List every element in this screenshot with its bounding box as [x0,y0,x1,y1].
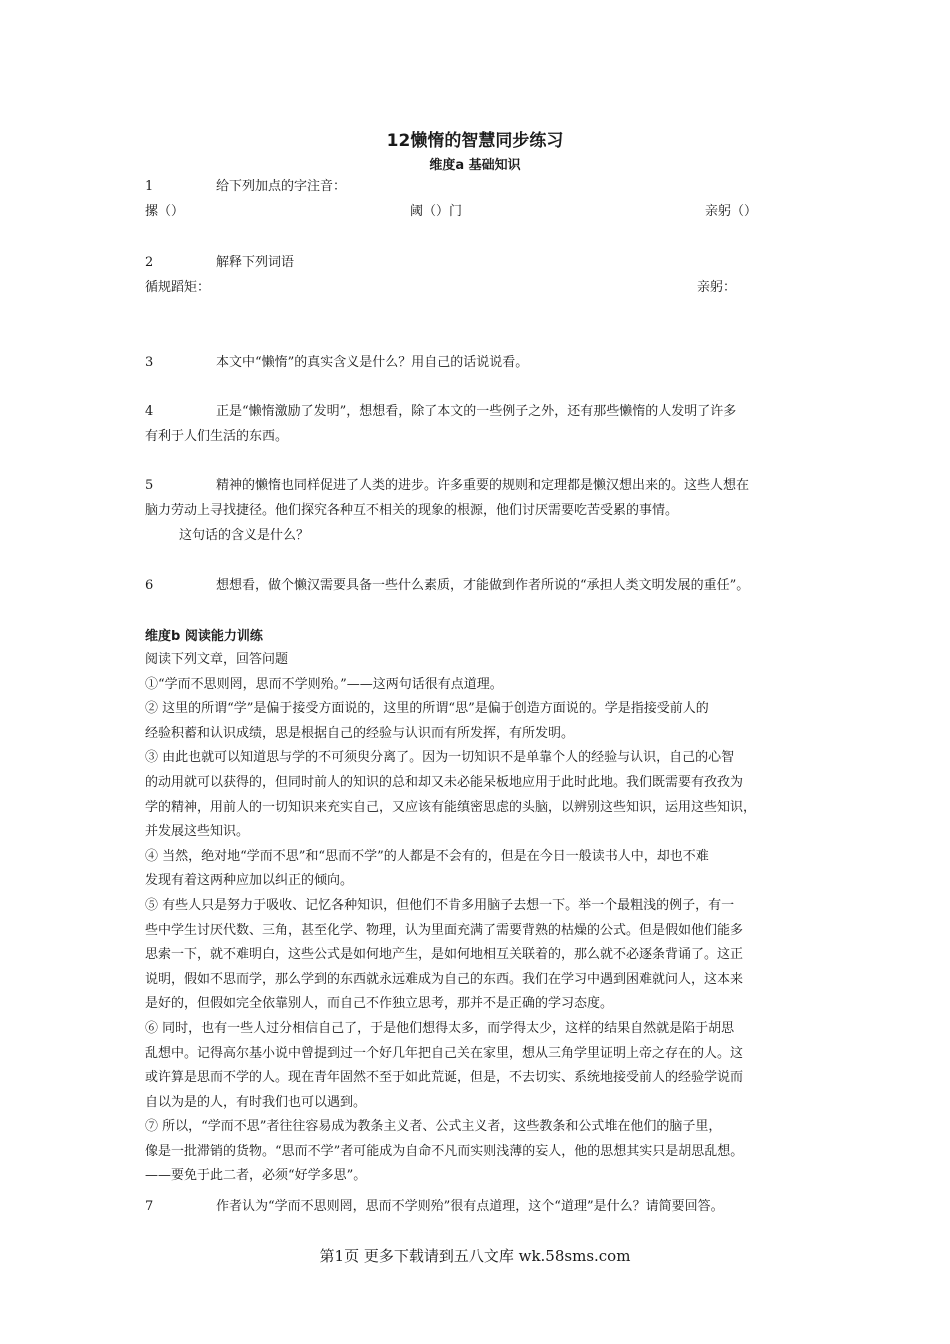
passage-line: ⑥ 同时，也有一些人过分相信自己了，于是他们想得太多，而学得太少，这样的结果自然就是陷于胡思 [145,1020,735,1036]
vocab-item: 亲躬： [697,280,737,295]
passage-line: 学的精神，用前人的一切知识来充实自己，又应该有能缜密思虑的头脑，以辨别这些知识，运用这些知识， [145,799,757,815]
question-ask: 这句话的含义是什么？ [179,528,310,543]
question-number: 1 [145,179,154,194]
question-number: 6 [145,578,154,593]
reading-passage [145,648,815,1189]
section-a-heading: 维度a 基础知识 [429,158,521,173]
question-text-continued: 有利于人们生活的东西。 [145,429,289,444]
question-text: 解释下列词语 [216,255,295,270]
question-number: 3 [145,355,154,370]
passage-line: 发现有着这两种应加以纠正的倾向。 [145,873,354,889]
passage-line: 是好的，但假如完全依靠别人，而自己不作独立思考，那并不是正确的学习态度。 [145,996,614,1012]
passage-line: 阅读下列文章，回答问题 [145,652,289,667]
question-number: 7 [145,1199,154,1214]
question-text: 本文中“懒惰”的真实含义是什么？用自己的话说说看。 [216,355,529,370]
passage-line: ①“学而不思则罔，思而不学则殆。”——这两句话很有点道理。 [145,676,503,692]
question-text: 想想看，做个懒汉需要具备一些什么素质，才能做到作者所说的“承担人类文明发展的重任”。 [216,578,750,593]
passage-line: 些中学生讨厌代数、三角，甚至化学、物理，认为里面充满了需要背熟的枯燥的公式。但是假如他们能多 [145,922,744,938]
vocab-item: 循规蹈矩： [145,280,211,295]
passage-line: ② 这里的所谓“学”是偏于接受方面说的，这里的所谓“思”是偏于创造方面说的。学是指接受前人的 [145,701,709,717]
passage-line: 或许算是思而不学的人。现在青年固然不至于如此荒诞，但是，不去切实、系统地接受前人的经验学说而 [145,1070,744,1086]
passage-line: 的动用就可以获得的，但同时前人的知识的总和却又未必能呆板地应用于此时此地。我们既需要有孜孜为 [145,774,744,790]
passage-line: 思索一下，就不难明白，这些公式是如何地产生，是如何地相互关联着的，那么就不必逐条背诵了。这正 [145,947,744,963]
pinyin-item: 摞（） [145,204,185,219]
question-number: 2 [145,255,154,270]
question-text-continued: 脑力劳动上寻找捷径。他们探究各种互不相关的现象的根源，他们讨厌需要吃苦受累的事情。 [145,503,679,518]
passage-line: 说明，假如不思而学，那么学到的东西就永远难成为自己的东西。我们在学习中遇到困难就问人，这本来 [145,971,744,987]
question-text: 正是“懒惰激励了发明”，想想看，除了本文的一些例子之外，还有那些懒惰的人发明了许多 [216,404,737,419]
pinyin-item: 阈（）门 [410,204,463,219]
passage-line: 像是一批滞销的货物。“思而不学”者可能成为自命不凡而实则浅薄的妄人，他的思想其实只是胡思乱想。 [145,1143,744,1159]
question-text: 精神的懒惰也同样促进了人类的进步。许多重要的规则和定理都是懒汉想出来的。这些人想在 [216,478,750,493]
passage-line: ——要免于此二者，必须“好学多思”。 [145,1168,367,1184]
pinyin-item: 亲躬（） [705,204,758,219]
passage-line: ③ 由此也就可以知道思与学的不可须臾分离了。因为一切知识不是单靠个人的经验与认识，自己的心智 [145,750,735,766]
page-title: 12懒惰的智慧同步练习 [386,131,564,151]
passage-line: 经验积蓄和认识成绩，思是根据自己的经验与认识而有所发挥，有所发明。 [145,725,575,741]
passage-line: ⑤ 有些人只是努力于吸收、记忆各种知识，但他们不肯多用脑子去想一下。举一个最粗浅的例子，有一 [145,897,735,913]
passage-line: 乱想中。记得高尔基小说中曾提到过一个好几年把自己关在家里，想从三角学里证明上帝之存在的人。这 [145,1045,744,1061]
question-text: 给下列加点的字注音： [216,179,347,194]
section-b-heading: 维度b 阅读能力训练 [145,629,263,644]
question-number: 5 [145,478,154,493]
page-footer: 第1页 更多下载请到五八文库 wk.58sms.com [319,1247,631,1265]
question-text: 作者认为“学而不思则罔，思而不学则殆”很有点道理，这个“道理”是什么？请简要回答。 [216,1199,724,1214]
passage-line: ⑦ 所以，“学而不思”者往往容易成为教条主义者、公式主义者，这些教条和公式堆在他们的脑子里， [145,1119,722,1135]
question-number: 4 [145,404,154,419]
passage-line: ④ 当然，绝对地“学而不思”和“思而不学”的人都是不会有的，但是在今日一般读书人中，却也不难 [145,848,709,864]
passage-line: 并发展这些知识。 [145,824,250,840]
passage-line: 自以为是的人，有时我们也可以遇到。 [145,1094,367,1110]
